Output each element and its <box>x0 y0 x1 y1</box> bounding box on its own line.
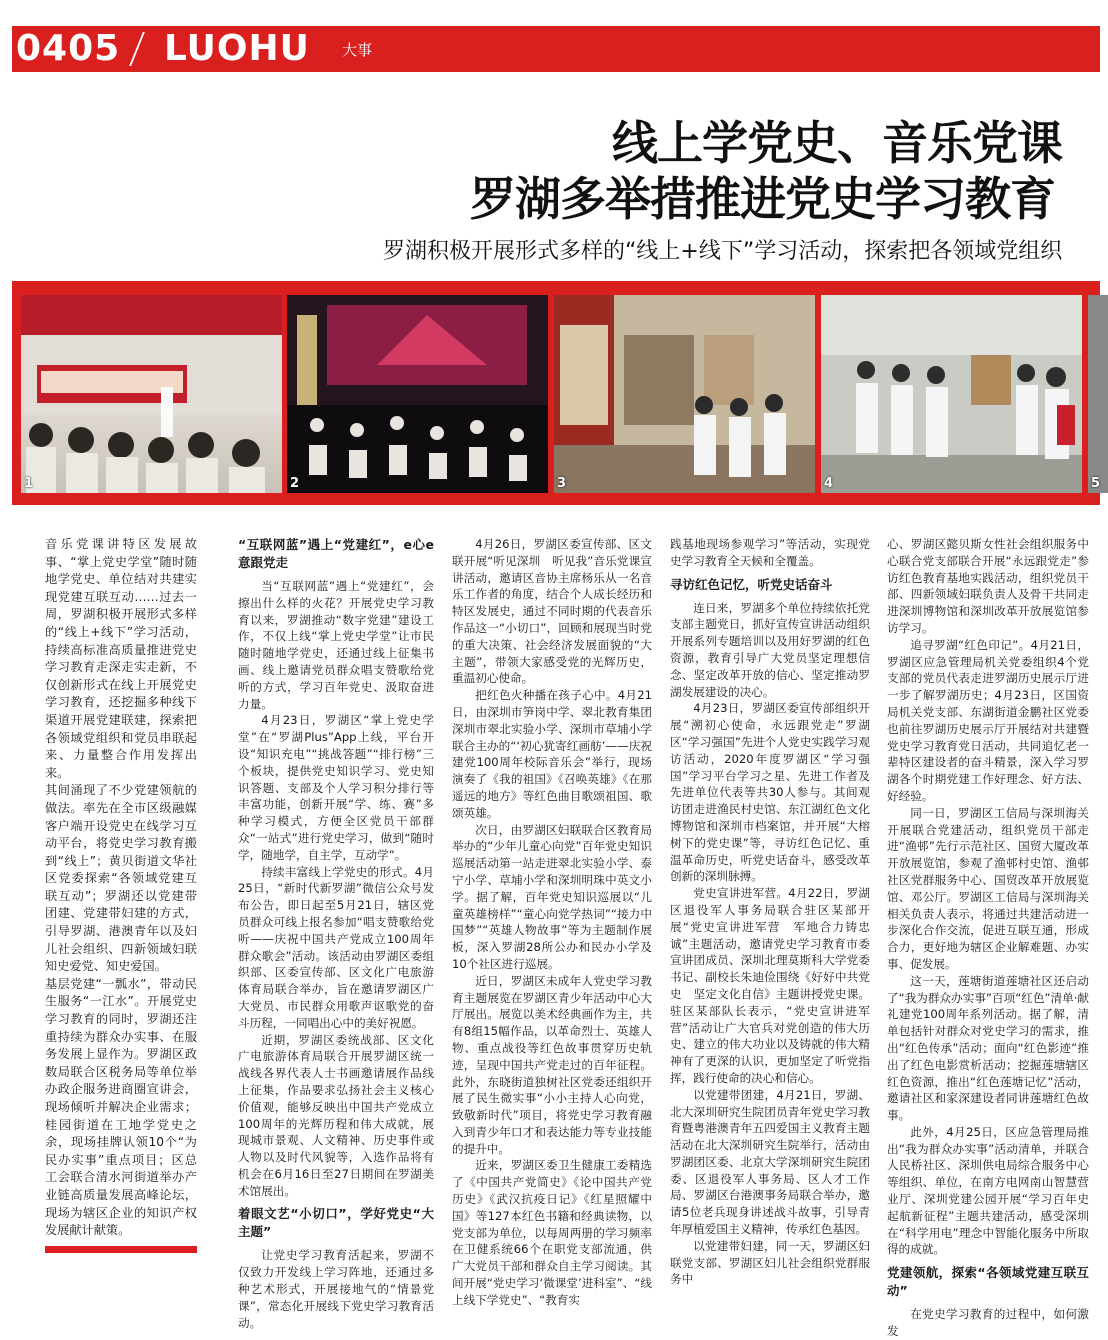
photo-4-image <box>821 295 1082 493</box>
photo-number: 3 <box>557 476 567 491</box>
photo-exhibition <box>554 295 815 493</box>
page-number: 0405 <box>16 28 121 69</box>
paragraph: 在党史学习教育的过程中，如何激发 <box>887 1307 1089 1339</box>
section-banner <box>12 26 1100 72</box>
article-column-2 <box>238 536 434 1331</box>
paragraph: 基层党建“一瓢水”，带动民生服务“一江水”。开展党史学习教育的同时，罗湖还注重持续为群众办实事、在服务发展上显作为。罗湖区政数局联合区税务局等单位举办政企服务进商圈宣讲会，现场倾听并解决企业需求；桂园街道在工地学党史之余，现场挂牌认领10个“为民办实事”重点项目；区总工会联合清水河街道举办产业链高质量发展高峰论坛，现场为辖区企业的知识产权发展献计献策。 <box>45 976 197 1238</box>
photo-number: 1 <box>24 476 34 491</box>
banner-divider <box>129 32 145 66</box>
paragraph: 4月26日，罗湖区委宣传部、区文联开展“听见深圳 听见我”音乐党课宣讲活动，邀请区音协主席杨乐从一名音乐工作者的角度，结合个人成长经历和特区发展史，通过不同时期的代表音乐作品这一“小切口”，回顾和展现当时党的重大决策、社会经济发展面貌的“大主题”，带领大家感受党的光辉历史，重温初心使命。 <box>452 537 652 686</box>
photo-cropped <box>1088 295 1108 493</box>
section-heading: 着眼文艺“小切口”，学好党史“大主题” <box>238 1206 434 1240</box>
section-tag: 大事 <box>342 41 373 59</box>
photo-strip <box>12 281 1100 505</box>
paragraph: 这一天，莲塘街道莲塘社区还启动了“我为群众办实事”百项“红色”清单·献礼建党100周年系列活动。据了解，清单包括针对群众对党史学习的需求，推出“红色传承”活动；面向“红色影迹”推出了红色电影赏析活动；挖掘莲塘辖区红色资源，推出“红色莲塘记忆”活动，邀请社区和家深建设者同讲莲塘红色故事。 <box>887 973 1089 1123</box>
paragraph: 近来，罗湖区委卫生健康工委精选了《中国共产党简史》《论中国共产党历史》《武汉抗疫日记》《红星照耀中国》等127本红色书籍和经典读物，以党支部为单位，以每周两册的学习频率在卫健系统66个在职党支部流通，供广大党员干部和群众自主学习阅读。其间开展“党史学习‘微课堂’进科室”、“线上线下学党史”、“教育实 <box>452 1158 652 1307</box>
headline-line-1: 线上学党史、音乐党课 <box>612 116 1062 170</box>
paragraph: 音乐党课讲特区发展故事、“掌上党史学堂”随时随地学党史、单位结对共建实现党建互联互动……过去一周，罗湖积极开展形式多样的“线上+线下”学习活动，持续高标准高质量推进党史学习教育走深走实走新，不仅创新形式在线上开展党史学习教育，还挖掘多种线下渠道开展党建联建，探索把各领域党组织和党员串联起来、力量整合作用发挥出来。 <box>45 537 197 780</box>
section-heading: 寻访红色记忆，听党史话奋斗 <box>670 576 833 592</box>
column-end-bar <box>45 1246 197 1253</box>
paragraph: 以党建带团建，4月21日，罗湖、北大深圳研究生院团员青年党史学习教育暨粤港澳青年五四爱国主义教育主题活动在北大深圳研究生院举行，活动由罗湖团区委、北京大学深圳研究生院团委、区退役军人事务局、区人才工作局、罗湖区台港澳事务局联合举办，邀请5位老兵现身讲述战斗故事，引导青年厚植爱国主义精神，传承红色基因。 <box>670 1087 870 1237</box>
paragraph: 此外，4月25日，区应急管理局推出“我为群众办实事”活动清单，并联合人民桥社区、深圳供电局综合服务中心等组织、单位，在南方电网南山智慧营业厅、深圳党建公园开展“学习百年史 起航新征程”主题共建活动，感受深圳在“科学用电”理念中智能化服务中所取得的成就。 <box>887 1124 1101 1257</box>
paragraph: 近期，罗湖区委统战部、区文化广电旅游体育局联合开展罗湖区统一战线各界代表人士书画邀请展作品线上征集，作品要求弘扬社会主义核心价值观，能够反映出中国共产党成立100周年的光辉历程和伟大成就，展现城市景观、人文精神、历史事件或人物以及时代风貌等，入选作品将有机会在6月16日至27日期间在罗湖美术馆展出。 <box>238 1032 434 1198</box>
section-name: LUOHU <box>164 28 310 69</box>
paragraph: 其间涌现了不少党建领航的做法。率先在全市区级融媒客户端开设党史在线学习互动平台，将党史学习教育搬到“线上”；黄贝街道文华社区党委探索“各领域党建互联互动”；罗湖还以党建带团建、党建带妇建的方式，引导罗湖、港澳青年以及妇儿社会组织、四新领域妇联知史爱党、知史爱国。 <box>45 783 197 974</box>
paragraph: 次日，由罗湖区妇联联合区教育局举办的“少年儿童心向党”百年党史知识巡展活动第一站走进翠北实验小学、泰宁小学、草埔小学和深圳明珠中英文小学。据了解，百年党史知识巡展以“儿童英雄榜样”“童心向党学热词”“接力中国梦”“英雄人物故事”等为主题制作展板，深入罗湖28所公办和民办小学及10个社区进行巡展。 <box>452 822 652 971</box>
paragraph: 连日来，罗湖多个单位持续依托党支部主题党日，抓好宣传宣讲活动组织开展系列专题培训以及用好罗湖的红色资源，教育引导广大党员坚定理想信念、坚定改革开放的信心、坚定推动罗湖发展建设的决心。 <box>670 600 870 699</box>
photo-2-image <box>287 295 548 493</box>
paragraph: 以党建带妇建，同一天，罗湖区妇联党支部、罗湖区妇儿社会组织党群服务中 <box>670 1238 870 1287</box>
paragraph: 把红色火种播在孩子心中。4月21日，由深圳市笋岗中学、翠北教育集团深圳市翠北实验小学、深圳市草埔小学联合主办的“‘初心犹寄红画舫’——庆祝建党100周年校际音乐会”举行，现场演奏了《我的祖国》《召唤英雄》《在那遥远的地方》等红色曲目歌颂祖国、歌颂英雄。 <box>452 688 652 820</box>
paragraph: 追寻罗湖“红色印记”。4月21日，罗湖区应急管理局机关党委组织4个党支部的党员代表走进罗湖历史展示厅进一步了解罗湖历史；4月23日，区国资局机关党支部、东湖街道金鹏社区党委也前往罗湖历史展示厅开展结对共建暨党史学习教育党日活动，共同追忆老一辈特区建设者的奋斗精景，深入学习罗湖各个时期党建工作好理念、好方法、好经验。 <box>887 637 1089 803</box>
paragraph: 近日，罗湖区未成年人党史学习教育主题展览在罗湖区青少年活动中心大厅展出。展览以美术经典画作为主，共有8组15幅作品，以革命烈士、英雄人物、重点战役等红色故事贯穿历史轨迹，呈现中国共产党走过的百年征程。此外，东晓街道独树社区党委还组织开展了民生微实事“小小主持人心向党，致敬新时代”项目，将党史学习教育融入到青少年口才和表达能力等专业技能的提升中。 <box>452 973 652 1156</box>
photo-3-image <box>554 295 815 493</box>
photo-number: 5 <box>1091 476 1101 491</box>
article-column-4 <box>670 536 870 1288</box>
paragraph: 让党史学习教育活起来，罗湖不仅致力开发线上学习阵地，还通过多种艺术形式，开展接地气的“情景党课”，常态化开展线下党史学习教育活动。 <box>238 1248 434 1330</box>
article-column-1 <box>45 536 197 1253</box>
paragraph: 心、罗湖区懿贝斯女性社会组织服务中心联合党支部联合开展“永远跟党走”参访红色教育基地实践活动，组织党员干部、四新领域妇联负责人及骨干共同走进深圳博物馆和深圳改革开放展览馆参访学习。 <box>887 537 1089 635</box>
paragraph: 持续丰富线上学党史的形式。4月25日，“新时代新罗湖”微信公众号发布公告，即日起至5月21日，辖区党员群众可线上报名参加“唱支赞歌给党听——庆祝中国共产党成立100周年群众歌会”活动。该活动由罗湖区委组织部、区委宣传部、区文化广电旅游体育局联合举办，旨在邀请罗湖区广大党员、市民群众用歌声讴歌党的奋斗历程，一同唱出心中的美好祝愿。 <box>238 864 434 1030</box>
photo-1-image <box>21 295 282 493</box>
paragraph: 践基地现场参观学习”等活动，实现党史学习教育全天候和全覆盖。 <box>670 537 870 568</box>
paragraph: 4月23日，罗湖区“掌上党史学堂”在“罗湖Plus”App上线，平台开设“知识充电”“挑战答题”“排行榜”三个板块，提供党史知识学习、党史知识答题、支部及个人学习积分排行等丰富功能，创新开展“学、练、赛”多种学习模式，方便全区党员干部群众“一站式”进行党史学习，做到“随时学，随地学，自主学，互动学”。 <box>238 713 434 862</box>
section-heading: 党建领航，探索“各领域党建互联互动” <box>887 1265 1089 1299</box>
photo-music-lecture <box>21 295 282 493</box>
headline-line-2: 罗湖多举措推进党史学习教育 <box>470 172 1055 226</box>
article-column-3 <box>452 536 652 1309</box>
photo-concert <box>287 295 548 493</box>
subheadline: 罗湖积极开展形式多样的“线上+线下”学习活动，探索把各领域党组织 <box>383 239 1063 264</box>
paragraph: 同一日，罗湖区工信局与深圳海关开展联合党建活动，组织党员干部走进“渔邨”先行示范社区、国贸大厦改革开放展览馆，参观了渔邨村史馆、渔邨社区党群服务中心、国贸改革开放展览馆、邓公厅。罗湖区工信局与深圳海关相关负责人表示，将通过共建活动进一步深化合作交流，促进互联互通，形成合力，更好地为辖区企业解难题、办实事、促发展。 <box>887 805 1089 971</box>
paragraph: 4月23日，罗湖区委宣传部组织开展“溯初心使命，永远跟党走”罗湖区“学习强国”先进个人党史实践学习观访活动，2020年度罗湖区“学习强国”学习平台学习之星、先进工作者及先进单位代表等共30人参与。其间观访团走进渔民村史馆、东江湖红色文化博物馆和深圳市档案馆，并开展“大榕树下的党史课”等，寻访红色记忆、重温革命历史，听党史话奋斗，感受改革创新的深圳脉搏。 <box>670 701 870 884</box>
paragraph: 党史宣讲进军营。4月22日，罗湖区退役军人事务局联合驻区某部开展“党史宣讲进军营 军地合力铸忠诚”主题活动，邀请党史学习教育市委宣讲团成员、深圳北理莫斯科大学党委书记、副校长朱迪俭围绕《好好中共党史 坚定文化自信》主题讲授党史课。驻区某部队长表示，“党史宣讲进军营”活动让广大官兵对党创造的伟大历史、建立的伟大功业以及铸就的伟大精神有了更深的认识，更加坚定了听党指挥，践行使命的决心和信心。 <box>670 886 870 1085</box>
section-heading: “互联网蓝”遇上“党建红”，e心e意跟党走 <box>238 537 434 570</box>
article-column-5 <box>887 536 1101 1340</box>
photo-number: 2 <box>290 476 300 491</box>
paragraph: 当“互联网蓝”遇上“党建红”，会擦出什么样的火花？开展党史学习教育以来，罗湖推动“数字党建”建设工作，不仅上线“掌上党史学堂”让市民随时随地学党史，还通过线上征集书画、线上邀请党员群众唱支赞歌给党听的方式，学习百年党史、汲取奋进力量。 <box>238 579 434 711</box>
photo-number: 4 <box>824 476 834 491</box>
photo-visit <box>821 295 1082 493</box>
